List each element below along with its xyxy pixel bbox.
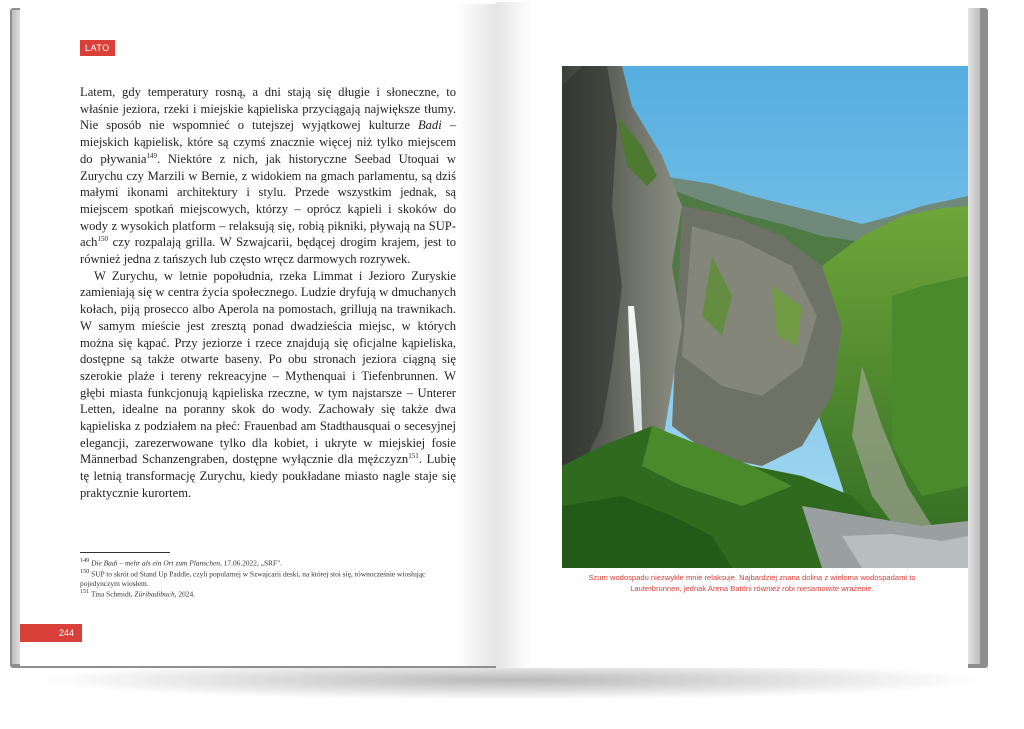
paragraph: Latem, gdy temperatury rosną, a dni stają się długie i słoneczne, to właśnie jeziora, rzeki i miejskie kąpieliska przyciągają największe tłumy. Nie sposób nie wspomnieć o tutejszej wyjątkowej kulturze Badi – miejskich kąpielisk, które są czymś znacznie więcej niż tylko miejscem do pływania$^{149}$. Niektóre z nich, jak historyczne Seebad Utoquai w Zurychu czy Marzili w Bernie, z widokiem na gmach parlamentu, są dziś małymi ikonami architektury i stylu. Przede wszystkim jednak, są miejscem spotkań miejscowych, którzy – oprócz kąpieli i skoków do wody z wysokich platform – relaksują się, robią pikniki, pływają na SUP-ach$^{150}$ czy rozpalają grilla. W Szwajcarii, będącej drogim krajem, jest to również jedna z tańszych lub często wręcz darmowych rozrywek. bbox=[80, 85, 456, 267]
left-page bbox=[20, 4, 496, 666]
footnote: $^{150}$ SUP to skrót od Stand Up Paddle, czyli popularnej w Szwajcarii deski, na której stoi się, równocześnie wiosłując pojedynczym wiosłem. bbox=[80, 568, 426, 588]
footnotes bbox=[80, 557, 456, 599]
page-number: 244 bbox=[20, 624, 82, 642]
footnote-ref: 150 bbox=[97, 235, 108, 244]
paragraph: W Zurychu, w letnie popołudnia, rzeka Limmat i Jezioro Zuryskie zamieniają się w centra życia społecznego. Ludzie dryfują w dmuchanych kołach, piją prosecco albo Aperola na pomostach, grillują na trawnikach. W samym mieście jest zresztą ponad dwadzieścia miejsc, w których można się kąpać. Przy jeziorze i rzece znajdują się oficjalne kąpieliska, dostępne są także otwarte baseny. Po obu stronach jeziora ciągną się szerokie plaże i tereny rekreacyjne – Mythenquai i Tiefenbrunnen. W głębi miasta funkcjonują kąpieliska rzeczne, w tym najstarsze – Unterer Letten, idealne na poranny skok do wody. Zachowały się także dwa kąpieliska z podziałem na płeć: Frauenbad am Stadthausquai o secesyjnej elegancji, zarezerwowane tylko dla kobiet, i ukryte w miejskiej fosie Männerbad Schanzengraben, dostępne wyłącznie dla mężczyzn$^{151}$. Lubię tę letnią transformację Zurychu, kiedy poukładane miasto nagle staje się praktycznie kurortem. bbox=[80, 268, 456, 500]
gutter-shadow-right bbox=[496, 2, 532, 668]
waterfall-valley-photo bbox=[562, 66, 968, 568]
footnote-ref: 149 bbox=[146, 151, 157, 160]
footnote-divider bbox=[80, 552, 170, 553]
page-edges-right bbox=[966, 8, 980, 664]
right-page bbox=[496, 2, 968, 668]
body-text bbox=[80, 84, 456, 502]
gutter-shadow-left bbox=[456, 4, 496, 666]
photo-illustration bbox=[562, 66, 968, 568]
footnote: $^{149}$ Die Badi – mehr als ein Ort zum Planschen, 17.06.2022, „SRF". bbox=[80, 558, 282, 568]
section-tag: LATO bbox=[80, 40, 115, 56]
footnote: $^{151}$ Tina Schmidt, Züribadibuch, 2024. bbox=[80, 589, 195, 599]
photo-caption: Szum wodospadu niezwykle mnie relaksuje. Najbardziej znana dolina z wieloma wodospadami to Lauterbrunnen, jednak Arena Batöni również robi niesamowite wrażenie. bbox=[588, 573, 916, 593]
footnote-ref: 151 bbox=[408, 452, 419, 461]
